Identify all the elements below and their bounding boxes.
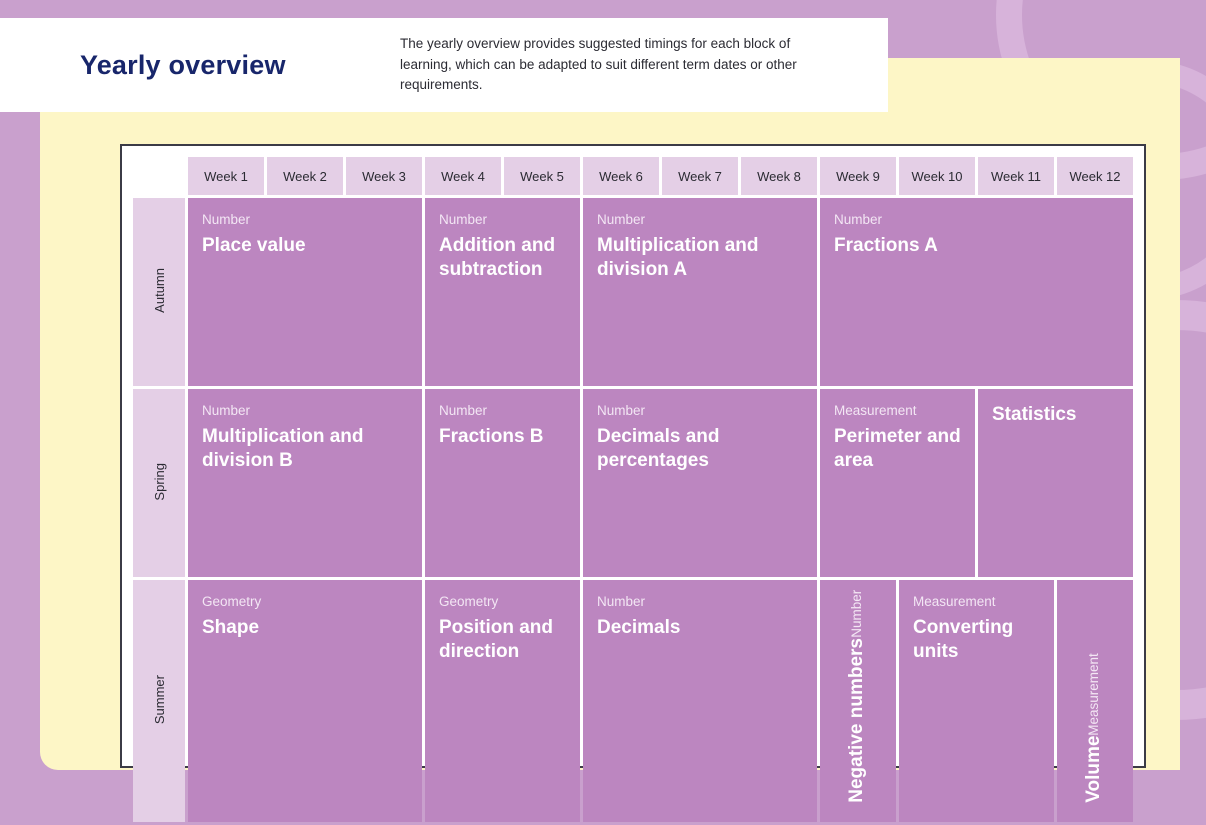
block-negative-numbers[interactable] — [820, 580, 896, 822]
block-title: Volume — [1082, 735, 1104, 803]
block-subject: Number — [834, 212, 883, 227]
page-description: The yearly overview provides suggested timings for each block of learning, which can be adapted to suit different term dates or other requirements. — [400, 35, 797, 93]
season-text: Spring — [151, 462, 167, 501]
block-subject: Number — [848, 590, 864, 639]
block-title: Fractions B — [439, 426, 544, 448]
block-title: Addition and subtraction — [439, 235, 556, 280]
block-title: Statistics — [992, 404, 1077, 425]
block-subject: Measurement — [1085, 652, 1101, 736]
block-decimals[interactable] — [583, 580, 817, 822]
page-title: Yearly overview — [80, 49, 286, 80]
block-title: Perimeter and area — [834, 426, 961, 471]
term-row-spring — [133, 389, 1133, 577]
block-statistics[interactable] — [978, 389, 1133, 577]
week-header-3: Week 3 — [346, 157, 422, 195]
block-title: Negative numbers — [845, 638, 867, 803]
overview-table — [130, 154, 1136, 825]
block-perimeter-and-area[interactable] — [820, 389, 975, 577]
block-title: Multiplication and division B — [202, 426, 364, 471]
term-row-summer — [133, 580, 1133, 822]
block-shape[interactable] — [188, 580, 422, 822]
block-fractions-a[interactable] — [820, 198, 1133, 386]
table-body — [133, 198, 1133, 822]
block-title: Fractions A — [834, 235, 938, 257]
block-content — [1082, 653, 1108, 803]
block-title: Converting units — [913, 617, 1014, 662]
week-header-8: Week 8 — [741, 157, 817, 195]
block-title: Place value — [202, 235, 306, 257]
block-subject: Number — [439, 212, 488, 227]
block-subject: Number — [202, 403, 251, 418]
block-fractions-b[interactable] — [425, 389, 580, 577]
block-volume[interactable] — [1057, 580, 1133, 822]
week-header-12: Week 12 — [1057, 157, 1133, 195]
block-subject: Geometry — [202, 594, 262, 609]
week-header-2: Week 2 — [267, 157, 343, 195]
block-multiplication-and-division-a[interactable] — [583, 198, 817, 386]
block-subject: Number — [597, 594, 646, 609]
block-addition-and-subtraction[interactable] — [425, 198, 580, 386]
block-subject: Measurement — [834, 403, 917, 418]
week-header-11: Week 11 — [978, 157, 1054, 195]
block-title: Decimals and percentages — [597, 426, 720, 471]
week-header-7: Week 7 — [662, 157, 738, 195]
term-row-autumn — [133, 198, 1133, 386]
week-header-10: Week 10 — [899, 157, 975, 195]
block-subject: Geometry — [439, 594, 499, 609]
grid-corner — [133, 157, 185, 195]
block-title: Decimals — [597, 617, 681, 639]
block-title: Position and direction — [439, 617, 553, 662]
page-header — [0, 18, 888, 112]
block-place-value[interactable] — [188, 198, 422, 386]
week-header-9: Week 9 — [820, 157, 896, 195]
block-decimals-and-percentages[interactable] — [583, 389, 817, 577]
block-multiplication-and-division-b[interactable] — [188, 389, 422, 577]
block-converting-units[interactable] — [899, 580, 1054, 822]
block-subject: Number — [597, 403, 646, 418]
week-header-row — [133, 157, 1133, 195]
week-header-5: Week 5 — [504, 157, 580, 195]
season-label-spring — [133, 389, 185, 577]
block-subject: Number — [597, 212, 646, 227]
table-head — [133, 157, 1133, 195]
block-content — [845, 590, 871, 803]
season-text: Autumn — [151, 268, 167, 313]
yearly-overview-grid — [120, 144, 1146, 803]
week-header-1: Week 1 — [188, 157, 264, 195]
season-label-autumn — [133, 198, 185, 386]
block-subject: Number — [439, 403, 488, 418]
block-subject: Measurement — [913, 594, 996, 609]
week-header-4: Week 4 — [425, 157, 501, 195]
block-title: Shape — [202, 617, 260, 639]
block-subject: Number — [202, 212, 251, 227]
block-title: Multiplication and division A — [597, 235, 759, 280]
season-label-summer — [133, 580, 185, 822]
week-header-6: Week 6 — [583, 157, 659, 195]
block-position-and-direction[interactable] — [425, 580, 580, 822]
season-text: Summer — [151, 674, 167, 724]
